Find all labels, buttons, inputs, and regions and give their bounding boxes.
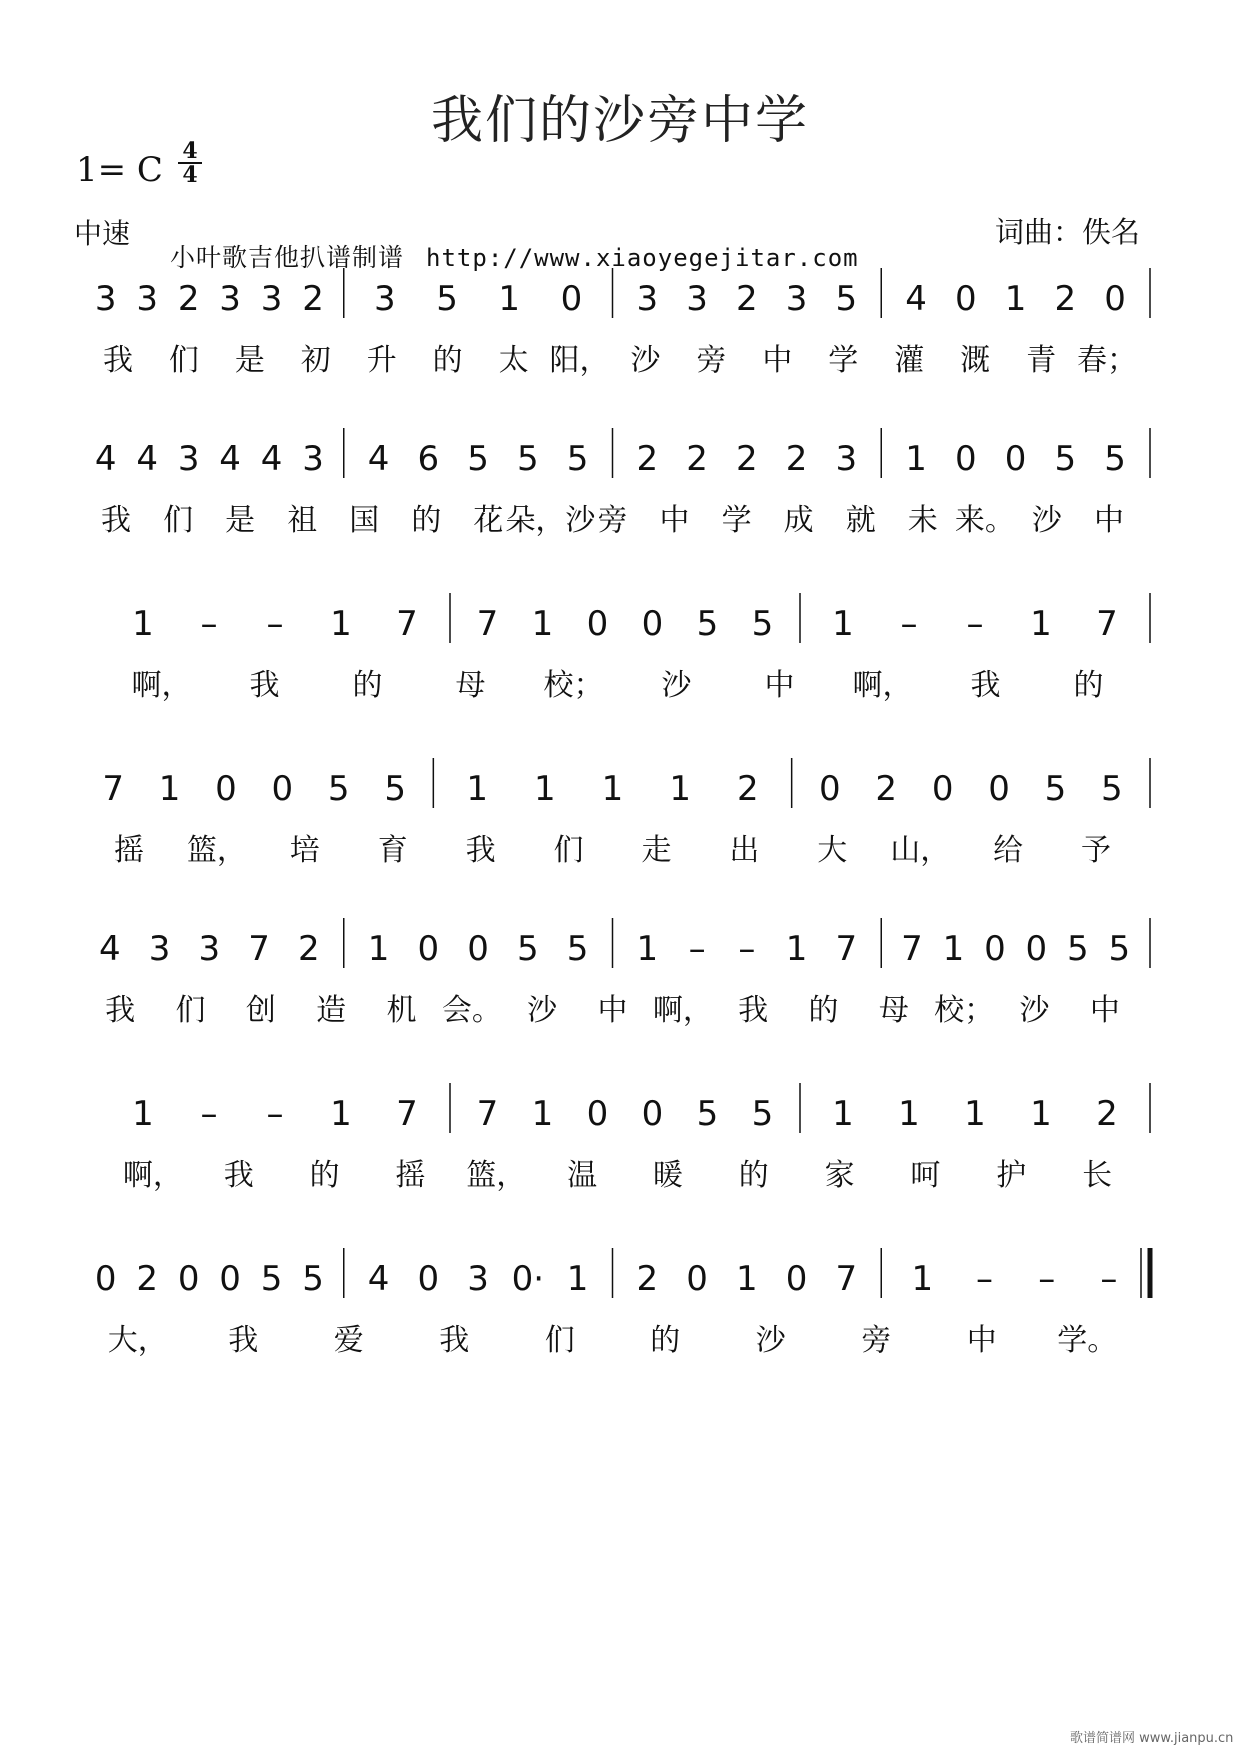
lyric: 们 [168,343,199,378]
lyric: 初 [300,343,331,378]
note: 5 [1104,439,1126,479]
lyric: 的 [432,343,463,378]
note: 7 [835,1259,858,1299]
note: 1 [566,1259,589,1299]
lyric: 给 [993,833,1024,868]
lyric: 我 [228,1323,259,1358]
lyric: 们 [175,993,206,1028]
lyric: 中 [966,1323,997,1358]
note: 7 [396,604,418,644]
lyric: 出 [729,833,760,868]
lyric: 我 [249,668,280,703]
lyric: 予 [1081,833,1112,868]
lyric: 啊， [652,993,713,1028]
note: – [900,604,918,644]
lyric: 学。 [1057,1323,1118,1358]
lyric: 们 [553,833,584,868]
note: 1 [898,1094,920,1134]
lyric: 中 [659,503,690,538]
note: 4 [94,439,117,479]
lyric: 溉 [960,343,991,378]
note: 1 [669,769,691,809]
note: 4 [260,439,283,479]
note: 0 [417,1259,440,1299]
note: 4 [905,279,927,319]
lyric: 学 [721,503,752,538]
note: 0· [511,1259,545,1299]
note: 7 [476,604,499,644]
note: 3 [94,279,117,319]
note: – [266,604,284,644]
note: 1 [330,1094,352,1134]
note: 0 [467,929,489,969]
lyric: 校； [934,993,995,1028]
note: 7 [102,769,125,809]
tempo-marking: 中速 [74,217,131,250]
lyric: 摇 [395,1158,426,1193]
note: 2 [686,439,708,479]
note: 7 [248,929,270,969]
lyric: 呵 [910,1158,941,1193]
lyric: 我 [465,833,496,868]
credit-text: 小叶歌吉他扒谱制谱 [170,243,405,272]
note: 5 [302,1259,324,1299]
note: 1 [466,769,488,809]
lyric: 摇 [113,833,144,868]
lyric: 的 [738,1158,769,1193]
note: 0 [417,929,440,969]
note: 1 [531,604,554,644]
note: 2 [1096,1094,1118,1134]
lyric: 培 [289,833,320,868]
note: 0 [1025,929,1048,969]
note: 1 [158,769,181,809]
note: 2 [636,1259,659,1299]
site-watermark: 歌谱简谱网 www.jianpu.cn [1070,1731,1234,1746]
note: 4 [367,439,390,479]
note: 3 [785,279,808,319]
lyric: 护 [996,1158,1027,1193]
song-title: 我们的沙旁中学 [430,91,809,151]
lyric: 太 [498,343,529,378]
note: 7 [901,929,923,969]
lyric: 篮， [186,833,247,868]
note: 1 [736,1259,758,1299]
note: 2 [875,769,898,809]
lyric: 朵，沙 [505,503,596,538]
lyric: 旁 [597,503,628,538]
note: 5 [517,439,539,479]
note: 1 [132,1094,154,1134]
note: 0 [641,1094,664,1134]
lyric: 篮， [466,1158,527,1193]
note: 1 [1030,1094,1052,1134]
note: 1 [531,1094,554,1134]
note: 2 [177,279,200,319]
note: – [738,929,756,969]
note: 1 [942,929,965,969]
note: 1 [1030,604,1052,644]
lyric: 的 [650,1323,681,1358]
note: 0 [819,769,841,809]
note: 0 [94,1259,117,1299]
note: 1 [636,929,659,969]
lyric: 来。 [954,503,1015,538]
lyric: 啊， [852,668,913,703]
note: 5 [1054,439,1077,479]
note: 5 [566,929,589,969]
note: 1 [911,1259,934,1299]
lyric: 沙 [630,343,661,378]
note: 3 [467,1259,489,1299]
lyric: 啊， [131,668,192,703]
note: 3 [148,929,171,969]
note: 1 [534,769,556,809]
lyric: 的 [808,993,839,1028]
lyric: 们 [163,503,194,538]
lyric: 造 [316,993,347,1028]
lyric: 中 [762,343,793,378]
lyric: 旁 [861,1323,892,1358]
lyric: 我 [970,668,1001,703]
lyric: 母 [455,668,486,703]
note: 5 [1044,769,1067,809]
note: 0 [931,769,954,809]
note: 3 [636,279,659,319]
lyric: 们 [544,1323,575,1358]
lyric: 沙 [661,668,692,703]
note: 0 [955,279,977,319]
lyric: 大 [817,833,848,868]
lyric: 的 [309,1158,340,1193]
lyric: 创 [245,993,276,1028]
note: 1 [832,1094,854,1134]
lyric: 我 [102,343,133,378]
note: 1 [832,604,854,644]
note: 1 [964,1094,986,1134]
note: 5 [467,439,489,479]
note: 4 [136,439,159,479]
note: 3 [177,439,200,479]
lyric: 沙 [755,1323,786,1358]
lyric: 阳， [549,343,610,378]
lyric: 我 [439,1323,470,1358]
note: 3 [302,439,324,479]
note: 5 [1066,929,1089,969]
note: 3 [136,279,159,319]
note: 0 [686,1259,708,1299]
lyric: 青 [1026,343,1057,378]
note: 7 [476,1094,499,1134]
note: 3 [686,279,708,319]
note: 1 [601,769,624,809]
note: 3 [374,279,396,319]
lyric: 沙 [1019,993,1050,1028]
note: 5 [436,279,458,319]
note: – [966,604,984,644]
note: 2 [736,279,758,319]
note: 0 [988,769,1010,809]
note: 0 [955,439,977,479]
lyric: 啊， [122,1158,183,1193]
note: 0 [177,1259,200,1299]
note: 0 [560,279,583,319]
note: 5 [384,769,406,809]
composer-credit: 词曲：佚名 [995,215,1141,249]
lyric: 沙 [527,993,558,1028]
lyric: 我 [101,503,132,538]
lyric: 校； [543,668,604,703]
note: 2 [136,1259,159,1299]
note: 5 [751,1094,774,1134]
note: 2 [737,769,759,809]
time-bottom: 4 [182,162,198,188]
note: – [1100,1259,1118,1299]
note: 3 [219,279,241,319]
note: 0 [641,604,664,644]
lyric: 升 [366,343,397,378]
note: 0 [1104,279,1126,319]
key-signature: 1= C [76,150,163,190]
lyric: 我 [223,1158,254,1193]
note: 2 [302,279,324,319]
note: 5 [751,604,774,644]
lyric: 是 [225,503,256,538]
lyric: 的 [411,503,442,538]
note: 2 [736,439,758,479]
note: 1 [905,439,927,479]
note: 1 [330,604,352,644]
note: 3 [835,439,858,479]
note: 5 [696,604,719,644]
lyric: 沙 [1031,503,1062,538]
note: 2 [1054,279,1077,319]
lyric: 是 [234,343,265,378]
lyric: 的 [352,668,383,703]
note: 0 [1004,439,1027,479]
lyric: 我 [105,993,136,1028]
lyric: 母 [878,993,909,1028]
note: 1 [132,604,154,644]
note: 0 [984,929,1006,969]
note: 0 [215,769,237,809]
lyric: 成 [783,503,814,538]
lyric: 未 [907,503,938,538]
note: 5 [835,279,858,319]
lyric: 国 [349,503,380,538]
note: 7 [1096,604,1118,644]
lyric: 家 [824,1158,855,1193]
note: 0 [271,769,294,809]
note: – [976,1259,994,1299]
note: 0 [586,604,609,644]
note: 1 [498,279,521,319]
note: 0 [586,1094,609,1134]
note: – [200,1094,218,1134]
note: 3 [260,279,283,319]
credit-url: http://www.xiaoyegejitar.com [426,244,859,272]
note: 5 [566,439,589,479]
lyric: 走 [641,833,672,868]
note: 3 [198,929,221,969]
lyric: 春； [1077,343,1138,378]
note: – [1038,1259,1056,1299]
note: 5 [1100,769,1123,809]
note: 0 [219,1259,241,1299]
lyric: 我 [738,993,769,1028]
note: 5 [1108,929,1131,969]
note: 2 [785,439,808,479]
note: 5 [260,1259,283,1299]
lyric: 长 [1082,1158,1113,1193]
note: – [266,1094,284,1134]
note: 5 [696,1094,719,1134]
lyric: 中 [1093,503,1124,538]
note: 5 [517,929,539,969]
lyric: 学 [828,343,859,378]
time-top: 4 [178,140,202,164]
note: 6 [417,439,440,479]
lyric: 的 [1073,668,1104,703]
lyric: 中 [597,993,628,1028]
lyric: 育 [377,833,408,868]
lyric: 山， [890,833,951,868]
note: 7 [835,929,858,969]
lyric: 就 [845,503,876,538]
note: 4 [367,1259,390,1299]
lyric: 旁 [696,343,727,378]
note: 1 [785,929,808,969]
lyric: 灌 [894,343,925,378]
note: 1 [1004,279,1027,319]
lyric: 祖 [287,503,318,538]
note: 4 [99,929,121,969]
note: 1 [367,929,390,969]
lyric: 会。 [441,993,502,1028]
lyric: 温 [567,1158,598,1193]
note: 2 [636,439,659,479]
lyric: 中 [764,668,795,703]
note: 5 [327,769,350,809]
lyric: 暖 [652,1158,683,1193]
lyric: 花 [473,503,504,538]
note: 2 [298,929,320,969]
note: – [688,929,706,969]
lyric: 大， [107,1323,168,1358]
lyric: 爱 [333,1323,364,1358]
note: 4 [219,439,241,479]
note: 7 [396,1094,418,1134]
note: – [200,604,218,644]
lyric: 中 [1089,993,1120,1028]
lyric: 机 [386,993,417,1028]
note: 0 [785,1259,808,1299]
